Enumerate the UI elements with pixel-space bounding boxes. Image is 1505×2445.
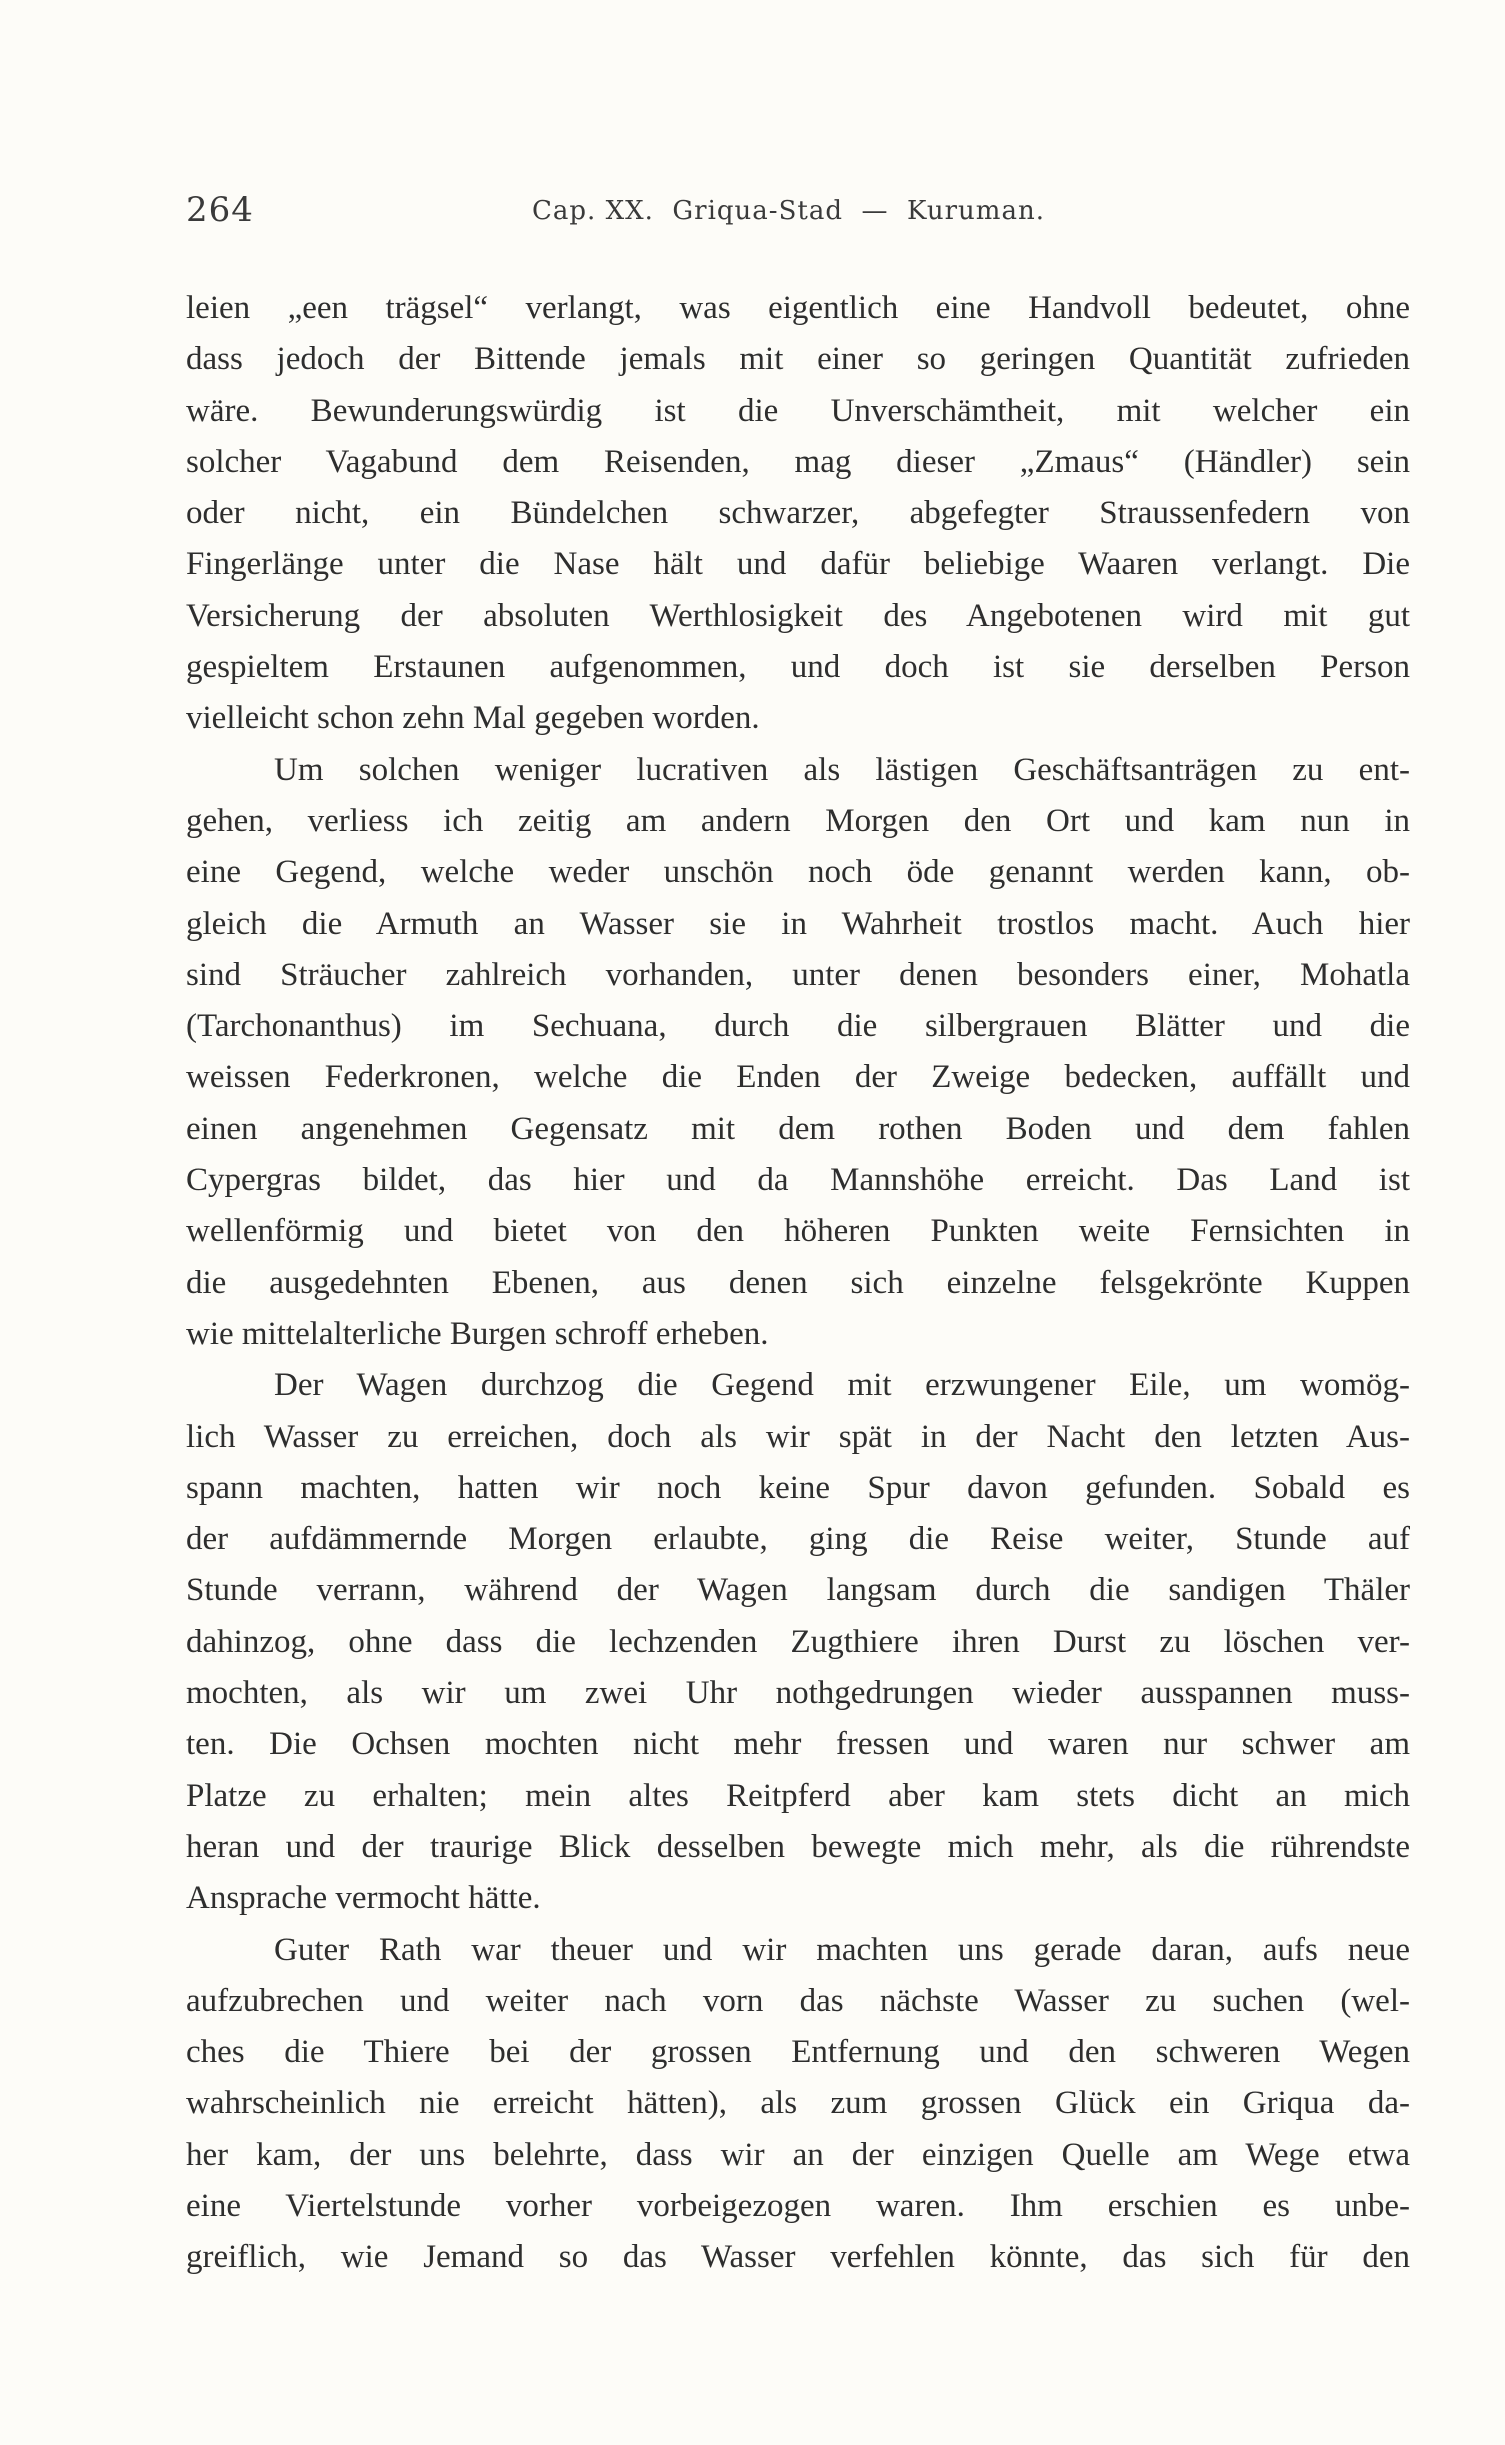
text-line: greiflich, wie Jemand so das Wasser verfehlen könnte, das sich für den <box>186 2239 1410 2276</box>
text-line: dass jedoch der Bittende jemals mit einer so geringen Quantität zufrieden <box>186 341 1410 378</box>
text-line: eine Viertelstunde vorher vorbeigezogen waren. Ihm erschien es unbe- <box>186 2187 1410 2224</box>
text-line: wellenförmig und bietet von den höheren Punkten weite Fernsichten in <box>186 1213 1410 1250</box>
text-line: vielleicht schon zehn Mal gegeben worden. <box>186 700 760 737</box>
text-line: Um solchen weniger lucrativen als lästigen Geschäftsanträgen zu ent- <box>274 751 1410 788</box>
running-head: Cap. XX. Griqua-Stad — Kuruman. <box>532 196 1045 226</box>
text-line: Ansprache vermocht hätte. <box>186 1880 541 1917</box>
text-line: gespieltem Erstaunen aufgenommen, und doch ist sie derselben Person <box>186 649 1410 686</box>
text-line: aufzubrechen und weiter nach vorn das nächste Wasser zu suchen (wel- <box>186 1982 1410 2019</box>
text-line: wahrscheinlich nie erreicht hätten), als zum grossen Glück ein Griqua da- <box>186 2085 1410 2122</box>
page-header <box>186 190 1296 250</box>
text-line: her kam, der uns belehrte, dass wir an der einzigen Quelle am Wege etwa <box>186 2136 1410 2173</box>
text-line: dahinzog, ohne dass die lechzenden Zugthiere ihren Durst zu löschen ver- <box>186 1623 1410 1660</box>
text-line: Cypergras bildet, das hier und da Mannshöhe erreicht. Das Land ist <box>186 1162 1410 1199</box>
text-line: Guter Rath war theuer und wir machten uns gerade daran, aufs neue <box>274 1931 1410 1968</box>
text-line: heran und der traurige Blick desselben bewegte mich mehr, als die rührendste <box>186 1828 1410 1865</box>
text-line: Platze zu erhalten; mein altes Reitpferd aber kam stets dicht an mich <box>186 1777 1410 1814</box>
text-line: lich Wasser zu erreichen, doch als wir spät in der Nacht den letzten Aus- <box>186 1418 1410 1455</box>
text-line: mochten, als wir um zwei Uhr nothgedrungen wieder ausspannen muss- <box>186 1675 1410 1712</box>
body-text <box>186 283 1410 2284</box>
text-line: der aufdämmernde Morgen erlaubte, ging die Reise weiter, Stunde auf <box>186 1521 1410 1558</box>
text-line: ches die Thiere bei der grossen Entfernung und den schweren Wegen <box>186 2034 1410 2071</box>
text-line: Fingerlänge unter die Nase hält und dafür beliebige Waaren verlangt. Die <box>186 546 1410 583</box>
text-line: wäre. Bewunderungswürdig ist die Unverschämtheit, mit welcher ein <box>186 392 1410 429</box>
text-line: leien „een trägsel“ verlangt, was eigentlich eine Handvoll bedeutet, ohne <box>186 290 1410 326</box>
text-line: weissen Federkronen, welche die Enden der Zweige bedecken, auffällt und <box>186 1059 1410 1096</box>
text-line: spann machten, hatten wir noch keine Spur davon gefunden. Sobald es <box>186 1469 1410 1506</box>
text-line: gehen, verliess ich zeitig am andern Morgen den Ort und kam nun in <box>186 802 1410 839</box>
text-line: oder nicht, ein Bündelchen schwarzer, abgefegter Straussenfedern von <box>186 495 1410 532</box>
text-line: (Tarchonanthus) im Sechuana, durch die silbergrauen Blätter und die <box>186 1008 1410 1045</box>
text-line: einen angenehmen Gegensatz mit dem rothen Boden und dem fahlen <box>186 1110 1410 1147</box>
text-line: wie mittelalterliche Burgen schroff erheben. <box>186 1315 769 1352</box>
text-line: solcher Vagabund dem Reisenden, mag dieser „Zmaus“ (Händler) sein <box>186 443 1410 480</box>
text-line: sind Sträucher zahlreich vorhanden, unter denen besonders einer, Mohatla <box>186 956 1410 993</box>
text-line: die ausgedehnten Ebenen, aus denen sich einzelne felsgekrönte Kuppen <box>186 1264 1410 1301</box>
text-line: Stunde verrann, während der Wagen langsam durch die sandigen Thäler <box>186 1572 1410 1609</box>
text-line: Der Wagen durchzog die Gegend mit erzwungener Eile, um womög- <box>274 1367 1410 1404</box>
text-line: eine Gegend, welche weder unschön noch öde genannt werden kann, ob- <box>186 854 1410 891</box>
text-line: gleich die Armuth an Wasser sie in Wahrheit trostlos macht. Auch hier <box>186 905 1410 942</box>
text-line: Versicherung der absoluten Werthlosigkeit des Angebotenen wird mit gut <box>186 597 1410 634</box>
page-number: 264 <box>186 190 254 230</box>
text-line: ten. Die Ochsen mochten nicht mehr fressen und waren nur schwer am <box>186 1726 1410 1763</box>
